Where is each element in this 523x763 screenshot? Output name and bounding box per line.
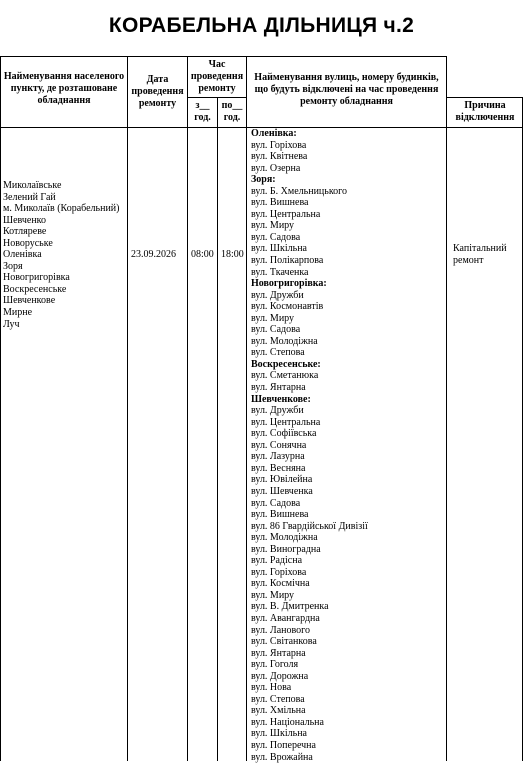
street-item: вул. Поперечна [251,739,316,751]
street-item: вул. Вишнева [251,197,309,209]
settlement-item: Котляреве [3,226,47,238]
street-item: вул. Космічна [251,578,310,590]
header-time-to: по__ год. [221,100,243,123]
header-reason: Причина відключення [455,100,515,123]
col-border-2 [187,56,188,761]
repair-date: 23.09.2026 [131,249,176,260]
street-item: вул. Озерна [251,162,301,174]
col-border-left [0,56,1,761]
settlement-item: Мирне [3,307,33,319]
street-item: вул. Степова [251,693,305,705]
street-item: вул. Авангардна [251,612,320,624]
village-heading: Зоря: [251,174,276,186]
street-item: вул. Вишнева [251,509,309,521]
settlement-item: Шевченкове [3,295,56,307]
settlement-item: Оленівка [3,249,42,261]
settlement-item: Луч [3,318,20,330]
settlement-item: Новоруське [3,237,53,249]
street-item: вул. В. Дмитренка [251,601,329,613]
street-item: вул. Садова [251,231,301,243]
street-item: вул. Шевченка [251,485,313,497]
street-item: вул. Миру [251,589,295,601]
street-item: вул. Гоголя [251,659,299,671]
street-item: вул. Квітнева [251,151,308,163]
street-item: вул. Садова [251,497,301,509]
street-item: вул. Врожайна [251,751,313,763]
col-border-4 [246,56,247,761]
settlements-cell [3,180,127,330]
street-item: вул. 86 Гвардійської Дивізії [251,520,368,532]
settlement-item: Новогригорівка [3,272,70,284]
time-from: 08:00 [191,249,214,260]
reason-header-top-border [446,97,523,98]
street-item: вул. Полікарпова [251,255,324,267]
header-time-from: з__ год. [194,100,211,123]
street-item: вул. Ткаченка [251,266,309,278]
street-item: вул. Молодіжна [251,335,318,347]
street-item: вул. Ланового [251,624,311,636]
street-item: вул. Хмільна [251,705,306,717]
street-item: вул. Миру [251,312,295,324]
street-item: вул. Нова [251,682,292,694]
col-border-5 [446,56,447,761]
street-item: вул. Миру [251,220,295,232]
street-item: вул. Центральна [251,208,321,220]
village-heading: Оленівка: [251,128,297,139]
street-item: вул. Лазурна [251,451,305,463]
street-item: вул. Центральна [251,416,321,428]
street-item: вул. Янтарна [251,382,306,394]
street-item: вул. Дорожна [251,670,309,682]
street-item: вул. Сметанюка [251,370,319,382]
streets-cell [251,128,368,763]
header-date: Дата проведення ремонту [131,74,184,109]
page-title: КОРАБЕЛЬНА ДІЛЬНИЦЯ ч.2 [108,14,415,37]
street-item: вул. Шкільна [251,243,307,255]
col-border-1 [127,56,128,761]
col-border-3 [217,97,218,761]
street-item: вул. Національна [251,716,324,728]
street-item: вул. Садова [251,324,301,336]
street-item: вул. Весняна [251,462,306,474]
street-item: вул. Молодіжна [251,532,318,544]
settlement-item: Зелений Гай [3,191,56,203]
street-item: вул. Б. Хмельницького [251,185,348,197]
street-item: вул. Дружби [251,405,304,417]
street-item: вул. Виноградна [251,543,321,555]
street-item: вул. Горіхова [251,139,307,151]
street-item: вул. Горіхова [251,566,307,578]
settlement-item: Зоря [3,260,23,272]
street-item: вул. Софіївська [251,428,317,440]
village-heading: Шевченкове: [251,393,311,405]
time-to: 18:00 [221,249,244,260]
street-item: вул. Шкільна [251,728,307,740]
street-item: вул. Дружби [251,289,304,301]
street-item: вул. Сонячна [251,439,307,451]
village-heading: Воскресенське: [251,358,321,370]
header-settlement: Найменування населеного пункту, де розташоване обладнання [3,71,125,106]
table-top-border [0,56,446,57]
village-heading: Новогригорівка: [251,278,327,290]
settlement-item: Воскресенське [3,283,67,295]
street-item: вул. Радісна [251,555,303,567]
settlement-item: Миколаївське [3,180,62,191]
street-item: вул. Янтарна [251,647,306,659]
header-streets: Найменування вулиць, номеру будинків, що будуть відключені на час проведення ремонту обладнання [254,72,439,107]
settlement-item: м. Миколаїв (Корабельний) [3,203,120,215]
street-item: вул. Космонавтів [251,301,324,313]
street-item: вул. Світанкова [251,636,317,648]
header-time: Час проведення ремонту [190,59,244,94]
outage-reason: Капітальний ремонт [453,243,507,266]
street-item: вул. Степова [251,347,305,359]
street-item: вул. Ювілейна [251,474,313,486]
settlement-item: Шевченко [3,214,47,226]
